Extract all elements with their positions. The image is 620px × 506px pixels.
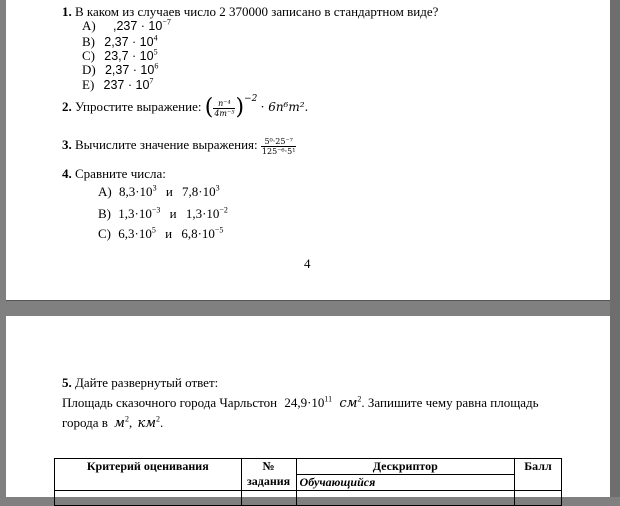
exponent-a: −3: [151, 205, 161, 215]
row-letter: C): [98, 226, 111, 241]
question-text: В каком из случаев число 2 370000 записано в стандартном виде?: [75, 4, 439, 19]
number-a: 8,3·10: [118, 184, 153, 199]
exponent-b: 3: [215, 183, 220, 193]
fraction: [261, 137, 297, 156]
header-score: Балл: [515, 459, 562, 491]
table-cell: [515, 491, 562, 506]
exponent-b: −5: [214, 225, 224, 235]
option-letter: D): [82, 62, 96, 77]
q5-line-2: [62, 413, 163, 434]
area-unit: см: [339, 396, 358, 411]
exponent-a: 5: [151, 225, 156, 235]
question-2: [62, 94, 309, 121]
option-value: ,237 · 10: [112, 19, 163, 33]
fraction-denominator: 125⁻⁶·5¹: [261, 146, 296, 156]
unit-m: м: [114, 416, 125, 431]
question-number: 2.: [62, 99, 72, 114]
q5-text-end: . Запишите чему равна площадь: [361, 395, 539, 410]
option-exponent: 4: [153, 33, 158, 43]
number-b: 7,8·10: [182, 184, 216, 199]
question-text: Вычислите значение выражения:: [75, 137, 258, 152]
fraction-numerator: n⁻⁴: [213, 99, 235, 109]
table-header-row: [55, 459, 562, 475]
q1-option-d: [82, 62, 158, 78]
window-edge: [610, 0, 620, 497]
area-value: 24,9·10: [284, 395, 325, 410]
q1-option-a: [82, 18, 171, 34]
conjunction: и: [165, 184, 173, 199]
option-value: 237 · 10: [103, 78, 150, 92]
criteria-table: [54, 458, 562, 506]
table-cell: [55, 491, 242, 506]
area-exponent: 11: [324, 394, 333, 404]
conjunction: и: [169, 206, 177, 221]
header-criterion: Критерий оценивания: [55, 459, 242, 491]
header-descriptor: Дескриптор: [296, 459, 514, 475]
q5-text-start: Площадь сказочного города Чарльстон: [62, 395, 278, 410]
option-exponent: 7: [149, 76, 154, 86]
option-value: 23,7 · 10: [104, 49, 154, 63]
q4-row-a: [98, 184, 220, 200]
number-a: 1,3·10: [118, 206, 152, 221]
header-number-line1: №: [262, 459, 275, 473]
option-letter: B): [82, 34, 95, 49]
question-text: Дайте развернутый ответ:: [75, 375, 219, 390]
question-4: [62, 166, 166, 182]
expression-tail: · 6n⁶m².: [260, 100, 309, 114]
header-number-line2: задания: [246, 474, 291, 488]
fraction: [213, 99, 235, 118]
number-b: 6,8·10: [181, 226, 215, 241]
exponent-b: −2: [219, 205, 228, 215]
document-page-top: [6, 0, 610, 301]
unit-end: .: [159, 415, 164, 430]
table-cell: [241, 491, 296, 506]
header-number: [241, 459, 296, 491]
table-row: [55, 491, 562, 506]
option-value: 2,37 · 10: [104, 63, 155, 77]
option-exponent: −7: [162, 17, 171, 27]
question-number: 5.: [62, 375, 72, 390]
unit-exponent: 2: [357, 394, 362, 404]
question-text: Сравните числа:: [75, 166, 166, 181]
q4-row-c: [98, 226, 223, 242]
option-letter: C): [82, 48, 95, 63]
question-3: [62, 134, 296, 156]
fraction-denominator: 4m⁻⁵: [214, 108, 235, 118]
option-value: 2,37 · 10: [104, 35, 154, 49]
number-b: 1,3·10: [185, 206, 220, 221]
unit-separator: ,: [128, 415, 133, 430]
unit-km: км: [137, 416, 156, 431]
fraction-numerator: 5⁰·25⁻⁷: [261, 137, 297, 147]
outer-exponent: −2: [244, 94, 258, 104]
question-number: 1.: [62, 4, 72, 19]
question-text: Упростите выражение:: [75, 99, 202, 114]
q4-row-b: [98, 206, 228, 222]
number-a: 6,3·10: [118, 226, 152, 241]
option-exponent: 6: [154, 61, 159, 71]
exponent-a: 3: [152, 183, 157, 193]
option-exponent: 5: [153, 47, 158, 57]
question-number: 4.: [62, 166, 72, 181]
q5-line-1: [62, 393, 539, 414]
row-letter: B): [98, 206, 111, 221]
option-letter: A): [82, 18, 96, 33]
open-paren: (: [204, 95, 214, 121]
close-paren: ): [235, 95, 245, 121]
conjunction: и: [165, 226, 173, 241]
q1-option-e: [82, 77, 153, 93]
option-letter: E): [82, 77, 95, 92]
page-number: 4: [304, 256, 311, 271]
header-student: Обучающийся: [296, 475, 514, 491]
table-cell: [296, 491, 514, 506]
unit-m-exponent: 2: [124, 414, 129, 424]
question-5: [62, 375, 218, 391]
row-letter: A): [98, 184, 112, 199]
question-number: 3.: [62, 137, 72, 152]
document-page-bottom: [6, 316, 610, 497]
q5-text-units: города в: [62, 415, 108, 430]
unit-km-exponent: 2: [155, 414, 160, 424]
